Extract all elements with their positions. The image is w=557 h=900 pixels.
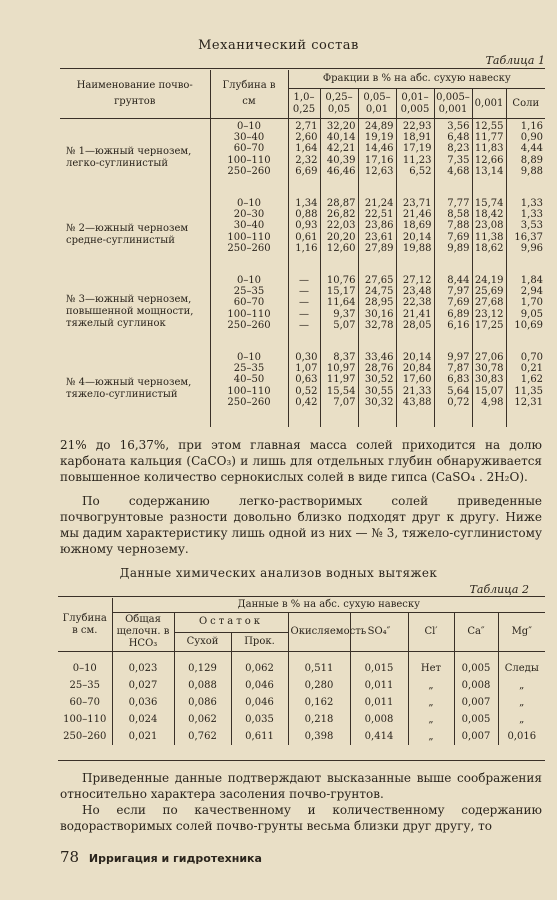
t1-value-cell	[506, 350, 545, 427]
t1-value-cell	[472, 196, 506, 273]
t1-header-fraction-col: 0,05–0,01	[358, 89, 396, 119]
t2-value: 0,280	[288, 677, 350, 694]
t1-value: 18,69	[402, 220, 432, 232]
t1-value: 28,76	[364, 363, 394, 375]
t2-value: 0,027	[112, 677, 174, 694]
t1-value: 17,16	[364, 154, 394, 166]
t1-value: 11,38	[474, 231, 504, 243]
table2-title: Данные химических анализов водных вытяжек	[119, 566, 438, 580]
t1-value: 12,66	[474, 154, 504, 166]
t1-value: 1,64	[295, 143, 318, 155]
t1-value-cell	[396, 119, 434, 197]
t1-value: 11,77	[474, 132, 504, 144]
t1-value-cell	[434, 196, 472, 273]
t1-value: 7,87	[447, 363, 470, 375]
t2-value: 0,046	[231, 694, 288, 711]
t2-value: 0,398	[288, 728, 350, 745]
t2-header-alkalinity: Общая щелочн. в HCO₃	[112, 613, 174, 652]
t1-value: 10,76	[326, 275, 356, 286]
t1-value: 4,98	[481, 396, 504, 408]
t1-depth: 25–35	[233, 286, 265, 298]
t2-depth: 60–70	[69, 697, 100, 708]
t1-depth-cell	[210, 196, 288, 273]
t1-depth: 100–110	[227, 385, 271, 397]
t1-value: 9,89	[447, 242, 470, 254]
t1-value: 0,72	[447, 396, 470, 408]
t1-value: 21,41	[402, 308, 432, 320]
table1	[60, 70, 545, 427]
t1-value: 2,94	[520, 286, 544, 298]
t1-header-fraction-col: 1,0–0,25	[288, 89, 320, 119]
t1-value: 32,20	[326, 121, 356, 132]
t1-value: 24,89	[364, 121, 394, 132]
paragraph-1: 21% до 16,37%, при этом главная масса солей приходится на долю карбоната кальция (CaCO₃) и лишь для отдельных глубин обнаруживается повышенное количество сернокислых солей в виде гипса (CaSO₄ . 2H₂O).	[60, 438, 542, 484]
t2-value: 0,007	[454, 728, 498, 745]
t1-value-cell	[472, 273, 506, 350]
t1-value: 5,07	[333, 319, 356, 331]
t1-value: 4,68	[447, 165, 470, 177]
t2-value: „	[408, 694, 454, 711]
t1-value-cell	[396, 196, 434, 273]
t1-value: 32,78	[364, 319, 394, 331]
t1-value: 17,19	[402, 143, 432, 155]
t1-value: 20,14	[402, 352, 432, 363]
t2-value: Следы	[498, 652, 545, 678]
t1-value: 2,32	[295, 154, 318, 166]
t2-value: 0,021	[112, 728, 174, 745]
journal-title: Ирригация и гидротехника	[88, 852, 262, 865]
t1-value: —	[299, 297, 309, 309]
t2-value: „	[408, 711, 454, 728]
t2-value: Нет	[408, 652, 454, 678]
t1-value: 6,48	[447, 132, 470, 144]
t2-value: „	[408, 677, 454, 694]
t1-value: 30,52	[364, 374, 394, 386]
t2-value: 0,011	[350, 694, 408, 711]
t1-value: 0,93	[295, 220, 318, 232]
t2-value: 0,611	[231, 728, 288, 745]
paragraph-2: По содержанию легко-растворимых солей приведенные почвогрунтовые разности довольно близко подходят друг к другу. Ниже мы дадим характеристику лишь одной из них — № 3, тяжело-суглинистому южному чернозему.	[60, 494, 542, 556]
t1-header-fraction-col: 0,25–0,05	[320, 89, 358, 119]
t1-value: 27,06	[474, 352, 504, 363]
t2-header-residue: Остаток	[174, 613, 288, 633]
page-footer	[60, 848, 262, 866]
table2-row	[58, 728, 545, 745]
t1-header-fraction-col: 0,01–0,005	[396, 89, 434, 119]
t2-value: „	[498, 694, 545, 711]
t1-value: 1,84	[520, 275, 544, 286]
t2-value: 0,162	[288, 694, 350, 711]
table1-top-rule	[60, 68, 545, 69]
t1-value: 27,89	[364, 242, 394, 254]
t2-header-so4: SO₄″	[350, 613, 408, 652]
t1-value: 8,37	[333, 352, 356, 363]
t1-value: 30,32	[364, 396, 394, 408]
t1-value: 11,83	[474, 143, 504, 155]
table2-bottom-rule	[58, 760, 545, 761]
t1-value: 1,33	[520, 198, 544, 209]
t2-value: 0,011	[350, 677, 408, 694]
t1-value: 7,97	[447, 286, 470, 298]
t1-value: 14,46	[364, 143, 394, 155]
t1-value: 20,20	[326, 231, 356, 243]
t1-value: 0,61	[295, 231, 318, 243]
t1-value: —	[299, 286, 309, 298]
t1-value: 22,93	[402, 121, 432, 132]
t1-value: 12,55	[474, 121, 504, 132]
table1-group-row	[60, 196, 545, 273]
t2-value: 0,036	[112, 694, 174, 711]
t1-value: 1,16	[520, 121, 544, 132]
t1-depth: 0–10	[236, 121, 262, 132]
t1-value: 12,63	[364, 165, 394, 177]
t2-value: „	[408, 728, 454, 745]
t1-depth: 30–40	[233, 132, 265, 144]
t2-value: 0,511	[288, 652, 350, 678]
t1-value: 9,05	[520, 308, 544, 320]
t1-value: 30,16	[364, 308, 394, 320]
t2-value: 0,762	[174, 728, 231, 745]
t1-header-depth: Глубина в см	[210, 70, 288, 119]
table1-label: Таблица 1	[485, 54, 545, 67]
t1-value: —	[299, 275, 309, 286]
t1-value-cell	[320, 273, 358, 350]
t1-value-cell	[288, 273, 320, 350]
t1-value: 6,52	[409, 165, 432, 177]
t2-depth: 250–260	[63, 731, 107, 742]
t1-depth: 250–260	[227, 165, 271, 177]
t1-value: 18,91	[402, 132, 432, 144]
t1-soil-name: № 3—южный чернозем, повышенной мощности, тяжелый суглинок	[66, 293, 194, 329]
t2-value: „	[498, 711, 545, 728]
t1-value: 8,44	[447, 275, 470, 286]
t1-depth: 60–70	[233, 297, 265, 309]
t1-value-cell	[358, 119, 396, 197]
t1-value: 11,64	[326, 297, 356, 309]
t1-value: 28,95	[364, 297, 394, 309]
t1-value: 30,83	[474, 374, 504, 386]
t1-value: 24,19	[474, 275, 504, 286]
t1-value: 5,64	[447, 385, 470, 397]
t1-value-cell	[288, 119, 320, 197]
t2-value: 0,088	[174, 677, 231, 694]
paragraph-4: Но если по качественному и количественному содержанию водорастворимых солей почво-грунты весьма близки друг другу, то	[60, 803, 542, 833]
t1-value-cell	[434, 119, 472, 197]
t1-value: 23,12	[474, 308, 504, 320]
t2-value: 0,035	[231, 711, 288, 728]
t1-value: 27,12	[402, 275, 432, 286]
t1-value: 11,35	[514, 385, 544, 397]
t1-depth: 100–110	[227, 231, 271, 243]
t1-value: 9,88	[520, 165, 544, 177]
table2-row	[58, 652, 545, 678]
t1-value: 23,48	[402, 286, 432, 298]
t1-value: 2,60	[295, 132, 318, 144]
t1-value: 0,42	[295, 396, 318, 408]
t1-value: 20,84	[402, 363, 432, 375]
t1-value: 22,51	[364, 209, 394, 221]
t1-value: 7,88	[447, 220, 470, 232]
t1-value-cell	[358, 273, 396, 350]
t1-value: 1,16	[295, 242, 318, 254]
t1-value: 0,70	[520, 352, 544, 363]
t1-value: 28,87	[326, 198, 356, 209]
t1-value: 9,97	[447, 352, 470, 363]
t2-value: 0,024	[112, 711, 174, 728]
t1-value: 15,54	[326, 385, 356, 397]
t1-value: 42,21	[326, 143, 356, 155]
t1-value-cell	[320, 196, 358, 273]
t1-depth: 0–10	[236, 352, 262, 363]
t1-value-cell	[358, 350, 396, 427]
t1-value: 17,25	[474, 319, 504, 331]
t2-value: 0,129	[174, 652, 231, 678]
t1-depth: 25–35	[233, 363, 265, 375]
table2-row	[58, 694, 545, 711]
t2-value: 0,005	[454, 711, 498, 728]
t1-value: 6,69	[295, 165, 318, 177]
t2-header-depth: Глубина в см.	[58, 598, 112, 652]
t2-value: 0,015	[350, 652, 408, 678]
t2-header-calcined: Прок.	[231, 632, 288, 652]
t1-value: 28,05	[402, 319, 432, 331]
t1-soil-name: № 2—южный чернозем средне-суглинистый	[66, 222, 189, 246]
table2-label: Таблица 2	[469, 583, 529, 596]
t1-value: 7,35	[447, 154, 470, 166]
t1-value: 21,46	[402, 209, 432, 221]
t1-value-cell	[358, 196, 396, 273]
t1-value-cell	[434, 350, 472, 427]
t1-value-cell	[396, 350, 434, 427]
t1-value: 11,23	[402, 154, 432, 166]
t1-value: 23,61	[364, 231, 394, 243]
t1-depth-cell	[210, 273, 288, 350]
t1-depth: 250–260	[227, 242, 271, 254]
t2-header-mg: Mg″	[498, 613, 545, 652]
t1-value: 3,53	[520, 220, 544, 232]
t1-value: 21,33	[402, 385, 432, 397]
t1-value-cell	[288, 350, 320, 427]
t1-value: 19,88	[402, 242, 432, 254]
t1-value: 30,55	[364, 385, 394, 397]
t1-header-fractions: Фракции в % на абс. сухую навеску	[288, 70, 545, 89]
paragraph-3: Приведенные данные подтверждают высказанные выше соображения относительно характера засоления почво-грунтов.	[60, 771, 542, 801]
t1-depth: 0–10	[236, 198, 262, 209]
t1-value: 23,86	[364, 220, 394, 232]
t1-value: 27,65	[364, 275, 394, 286]
table1-group-row	[60, 119, 545, 197]
t1-value: 33,46	[364, 352, 394, 363]
t1-value: 15,74	[474, 198, 504, 209]
t1-value-cell	[472, 119, 506, 197]
t1-value: 1,33	[520, 209, 544, 221]
t1-value: 12,31	[514, 396, 544, 408]
t1-value: 21,24	[364, 198, 394, 209]
t1-depth: 60–70	[233, 143, 265, 155]
t1-value: 40,39	[326, 154, 356, 166]
t2-header-cl: Cl′	[408, 613, 454, 652]
t2-header-ca: Ca″	[454, 613, 498, 652]
t1-value: 30,78	[474, 363, 504, 375]
t1-value-cell	[434, 273, 472, 350]
table2-row	[58, 677, 545, 694]
t1-value: —	[299, 308, 309, 320]
t1-header-fraction-col: 0,001	[472, 89, 506, 119]
t1-value-cell	[506, 196, 545, 273]
t1-value: 25,69	[474, 286, 504, 298]
t1-header-fraction-col: 0,005–0,001	[434, 89, 472, 119]
t1-value: 0,52	[295, 385, 318, 397]
t2-header-data: Данные в % на абс. сухую навеску	[112, 598, 545, 613]
t1-depth: 30–40	[233, 220, 265, 232]
t1-value: —	[299, 319, 309, 331]
t1-value: 1,07	[295, 363, 318, 375]
t1-depth: 40–50	[233, 374, 265, 386]
t1-soil-name: № 4—южный чернозем, тяжело-суглинистый	[66, 376, 192, 400]
t1-value: 23,08	[474, 220, 504, 232]
t2-value: 0,008	[350, 711, 408, 728]
t1-value: 6,16	[447, 319, 470, 331]
t1-depth: 250–260	[227, 396, 271, 408]
t1-value: 1,70	[520, 297, 544, 309]
page-number: 78	[60, 848, 80, 866]
t1-value: 4,44	[520, 143, 544, 155]
t1-value: 0,30	[295, 352, 318, 363]
t2-depth: 0–10	[72, 663, 97, 674]
t1-value: 43,88	[402, 396, 432, 408]
t1-soil-name: № 1—южный чернозем, легко-суглинистый	[66, 145, 192, 169]
t1-value: 18,42	[474, 209, 504, 221]
t2-value: 0,046	[231, 677, 288, 694]
t1-value: 17,60	[402, 374, 432, 386]
t1-value: 22,03	[326, 220, 356, 232]
t1-value: 13,14	[474, 165, 504, 177]
t2-value: „	[498, 677, 545, 694]
t1-value: 1,34	[295, 198, 318, 209]
t1-value-cell	[506, 119, 545, 197]
t1-value: 27,68	[474, 297, 504, 309]
t2-value: 0,062	[174, 711, 231, 728]
t2-value: 0,414	[350, 728, 408, 745]
t1-value: 8,58	[447, 209, 470, 221]
table2	[58, 598, 545, 745]
t1-value: 7,77	[447, 198, 470, 209]
t1-depth-cell	[210, 119, 288, 197]
t1-value: 46,46	[326, 165, 356, 177]
t1-value: 0,88	[295, 209, 318, 221]
t1-depth: 0–10	[236, 275, 262, 286]
t1-value: 24,75	[364, 286, 394, 298]
t1-value: 8,23	[447, 143, 470, 155]
t1-value: 15,17	[326, 286, 356, 298]
t1-depth: 20–30	[233, 209, 265, 221]
t1-value: 15,07	[474, 385, 504, 397]
t1-value: 3,56	[447, 121, 470, 132]
t1-value: 0,90	[520, 132, 544, 144]
table2-top-rule	[58, 596, 545, 597]
t1-value: 10,97	[326, 363, 356, 375]
section-title: Механический состав	[198, 38, 359, 53]
t1-header-name: Наименование почво-грунтов	[60, 70, 210, 119]
t1-value: 7,69	[447, 231, 470, 243]
t1-value-cell	[320, 350, 358, 427]
t1-value-cell	[472, 350, 506, 427]
t2-value: 0,008	[454, 677, 498, 694]
t1-value: 26,82	[326, 209, 356, 221]
t1-value: 8,89	[520, 154, 544, 166]
t1-value: 6,89	[447, 308, 470, 320]
t2-value: 0,016	[498, 728, 545, 745]
t2-header-oxidizability: Окисляемость	[288, 613, 350, 652]
t2-value: 0,086	[174, 694, 231, 711]
t2-value: 0,005	[454, 652, 498, 678]
t2-value: 0,023	[112, 652, 174, 678]
t1-value-cell	[396, 273, 434, 350]
t1-value-cell	[320, 119, 358, 197]
t1-value: 40,14	[326, 132, 356, 144]
t1-depth: 100–110	[227, 154, 271, 166]
t2-depth: 25–35	[69, 680, 100, 691]
t2-depth: 100–110	[63, 714, 107, 725]
t1-value: 2,71	[295, 121, 318, 132]
t1-depth-cell	[210, 350, 288, 427]
t1-value: 7,69	[447, 297, 470, 309]
t1-value: 12,60	[326, 242, 356, 254]
t1-value: 10,69	[514, 319, 544, 331]
t1-value: 20,14	[402, 231, 432, 243]
t1-value: 1,62	[520, 374, 544, 386]
t1-depth: 250–260	[227, 319, 271, 331]
table1-group-row	[60, 273, 545, 350]
t2-value: 0,007	[454, 694, 498, 711]
t1-value: 16,37	[514, 231, 544, 243]
t1-value: 22,38	[402, 297, 432, 309]
t1-value: 0,63	[295, 374, 318, 386]
t1-value: 0,21	[520, 363, 544, 375]
t1-value: 7,07	[333, 396, 356, 408]
t1-value: 9,96	[520, 242, 544, 254]
t1-value: 23,71	[402, 198, 432, 209]
t1-value: 18,62	[474, 242, 504, 254]
t2-value: 0,062	[231, 652, 288, 678]
table2-row	[58, 711, 545, 728]
t1-header-fraction-col: Соли	[506, 89, 545, 119]
t1-value-cell	[506, 273, 545, 350]
t2-header-dry: Сухой	[174, 632, 231, 652]
t1-depth: 100–110	[227, 308, 271, 320]
t2-value: 0,218	[288, 711, 350, 728]
t1-value-cell	[288, 196, 320, 273]
t1-value: 11,97	[326, 374, 356, 386]
t1-value: 19,19	[364, 132, 394, 144]
t1-value: 9,37	[333, 308, 356, 320]
t1-value: 6,83	[447, 374, 470, 386]
table1-group-row	[60, 350, 545, 427]
